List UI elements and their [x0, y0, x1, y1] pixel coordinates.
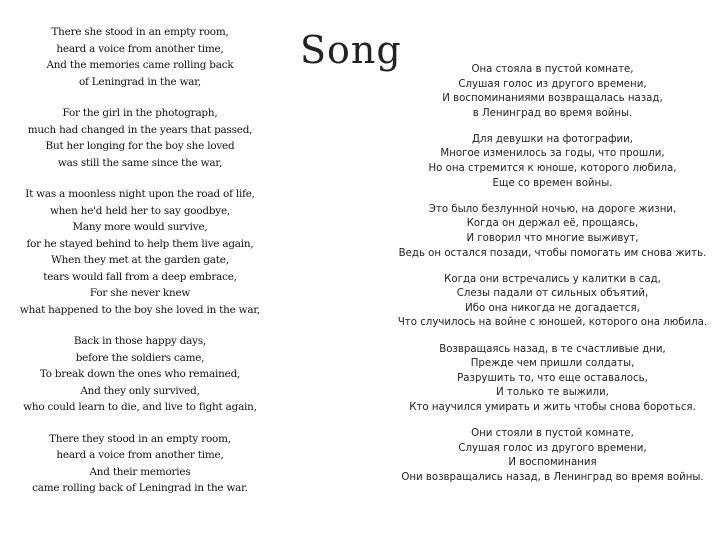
english-lyric-line: much had changed in the years that passed,	[27, 123, 253, 136]
russian-lyric-line: Кто научился умирать и жить чтобы снова бороться.	[409, 401, 696, 413]
russian-lyric-line: Для девушки на фотографии,	[471, 133, 634, 145]
english-lyric-line: For the girl in the photograph,	[62, 107, 218, 119]
russian-lyric-line: Когда он держал её, прощаясь,	[466, 218, 639, 230]
english-lyric-line: tears would fall from a deep embrace,	[43, 270, 237, 283]
english-lyric-line: heard a voice from another time,	[56, 42, 224, 55]
russian-lyric-line: Слезы падали от сильных объятий,	[456, 288, 649, 300]
russian-stanza-5	[385, 343, 720, 416]
russian-lyric-line: Слушая голос из другого времени,	[458, 78, 647, 90]
english-lyric-line: heard a voice from another time,	[56, 449, 224, 461]
english-lyric-line: of Leningrad in the war,	[79, 75, 201, 88]
russian-stanza-3	[385, 203, 720, 261]
english-lyric-line: who could learn to die, and live to fight again,	[23, 401, 257, 413]
russian-stanza-4	[385, 273, 720, 331]
english-stanza-5	[0, 431, 280, 497]
english-lyric-line: And they only survived,	[80, 384, 200, 397]
russian-lyric-line: И говорил что многие выживут,	[466, 232, 639, 244]
english-lyric-line: And the memories came rolling back	[46, 59, 234, 71]
english-lyric-line: what happened to the boy she loved in the war,	[19, 303, 261, 316]
english-lyric-line: Many more would survive,	[72, 221, 208, 233]
russian-lyric-line: И воспоминания	[508, 457, 597, 469]
english-lyric-line: For she never knew	[89, 287, 191, 299]
english-lyric-line: When they met at the garden gate,	[51, 254, 229, 266]
english-lyrics	[0, 24, 280, 512]
russian-lyric-line: Ведь он остался позади, чтобы помогать им снова жить.	[398, 247, 707, 259]
english-lyric-line: There they stood in an empty room,	[49, 432, 231, 445]
russian-lyric-line: Когда они встречались у калитки в сад,	[444, 273, 661, 285]
song-title: Song	[300, 28, 402, 72]
russian-lyric-line: Разрушить то, что еще оставалось,	[457, 372, 648, 384]
russian-stanza-6	[385, 427, 720, 485]
russian-lyric-line: И только те выжили,	[496, 387, 609, 399]
russian-stanza-2	[385, 133, 720, 191]
russian-lyric-line: Возвращаясь назад, в те счастливые дни,	[439, 343, 666, 355]
russian-lyric-line: Но она стремится к юноше, которого любила,	[428, 163, 677, 175]
russian-lyric-line: Она стояла в пустой комнате,	[471, 64, 634, 75]
english-stanza-4	[0, 333, 280, 416]
english-stanza-3	[0, 186, 280, 318]
russian-lyrics	[385, 63, 720, 497]
english-lyric-line: To break down the ones who remained,	[39, 368, 241, 380]
russian-stanza-1	[385, 63, 720, 121]
russian-lyric-line: в Ленинград во время войны.	[472, 107, 633, 119]
english-lyric-line: It was a moonless night upon the road of life,	[25, 188, 255, 200]
english-lyric-line: was still the same since the war,	[57, 156, 223, 169]
english-lyric-line: came rolling back of Leningrad in the war.	[32, 482, 248, 494]
english-lyric-line: There she stood in an empty room,	[51, 26, 229, 38]
russian-lyric-line: Слушая голос из другого времени,	[458, 442, 647, 454]
english-lyric-line: Back in those happy days,	[73, 335, 207, 347]
russian-lyric-line: Многое изменилось за годы, что прошли,	[440, 148, 665, 160]
russian-lyric-line: Это было безлунной ночью, на дороге жизни,	[428, 203, 677, 215]
russian-lyric-line: Они возвращались назад, в Ленинград во время войны.	[401, 471, 704, 483]
russian-lyric-line: И воспоминаниями возвращалась назад,	[442, 93, 663, 105]
russian-lyric-line: Они стояли в пустой комнате,	[471, 427, 634, 439]
english-lyric-line: But her longing for the boy she loved	[45, 140, 235, 152]
english-lyric-line: And their memories	[89, 465, 191, 478]
russian-lyric-line: Что случилось на войне с юношей, которого она любила.	[397, 317, 708, 329]
english-lyric-line: when he'd held her to say goodbye,	[49, 204, 231, 217]
russian-lyric-line: Ибо она никогда не догадается,	[465, 302, 640, 314]
russian-lyric-line: Еще со времен войны.	[492, 177, 613, 189]
english-lyric-line: before the soldiers came,	[75, 351, 205, 364]
english-stanza-2	[0, 105, 280, 171]
english-lyric-line: for he stayed behind to help them live again,	[26, 237, 254, 250]
english-stanza-1	[0, 24, 280, 90]
russian-lyric-line: Прежде чем пришли солдаты,	[470, 358, 635, 370]
